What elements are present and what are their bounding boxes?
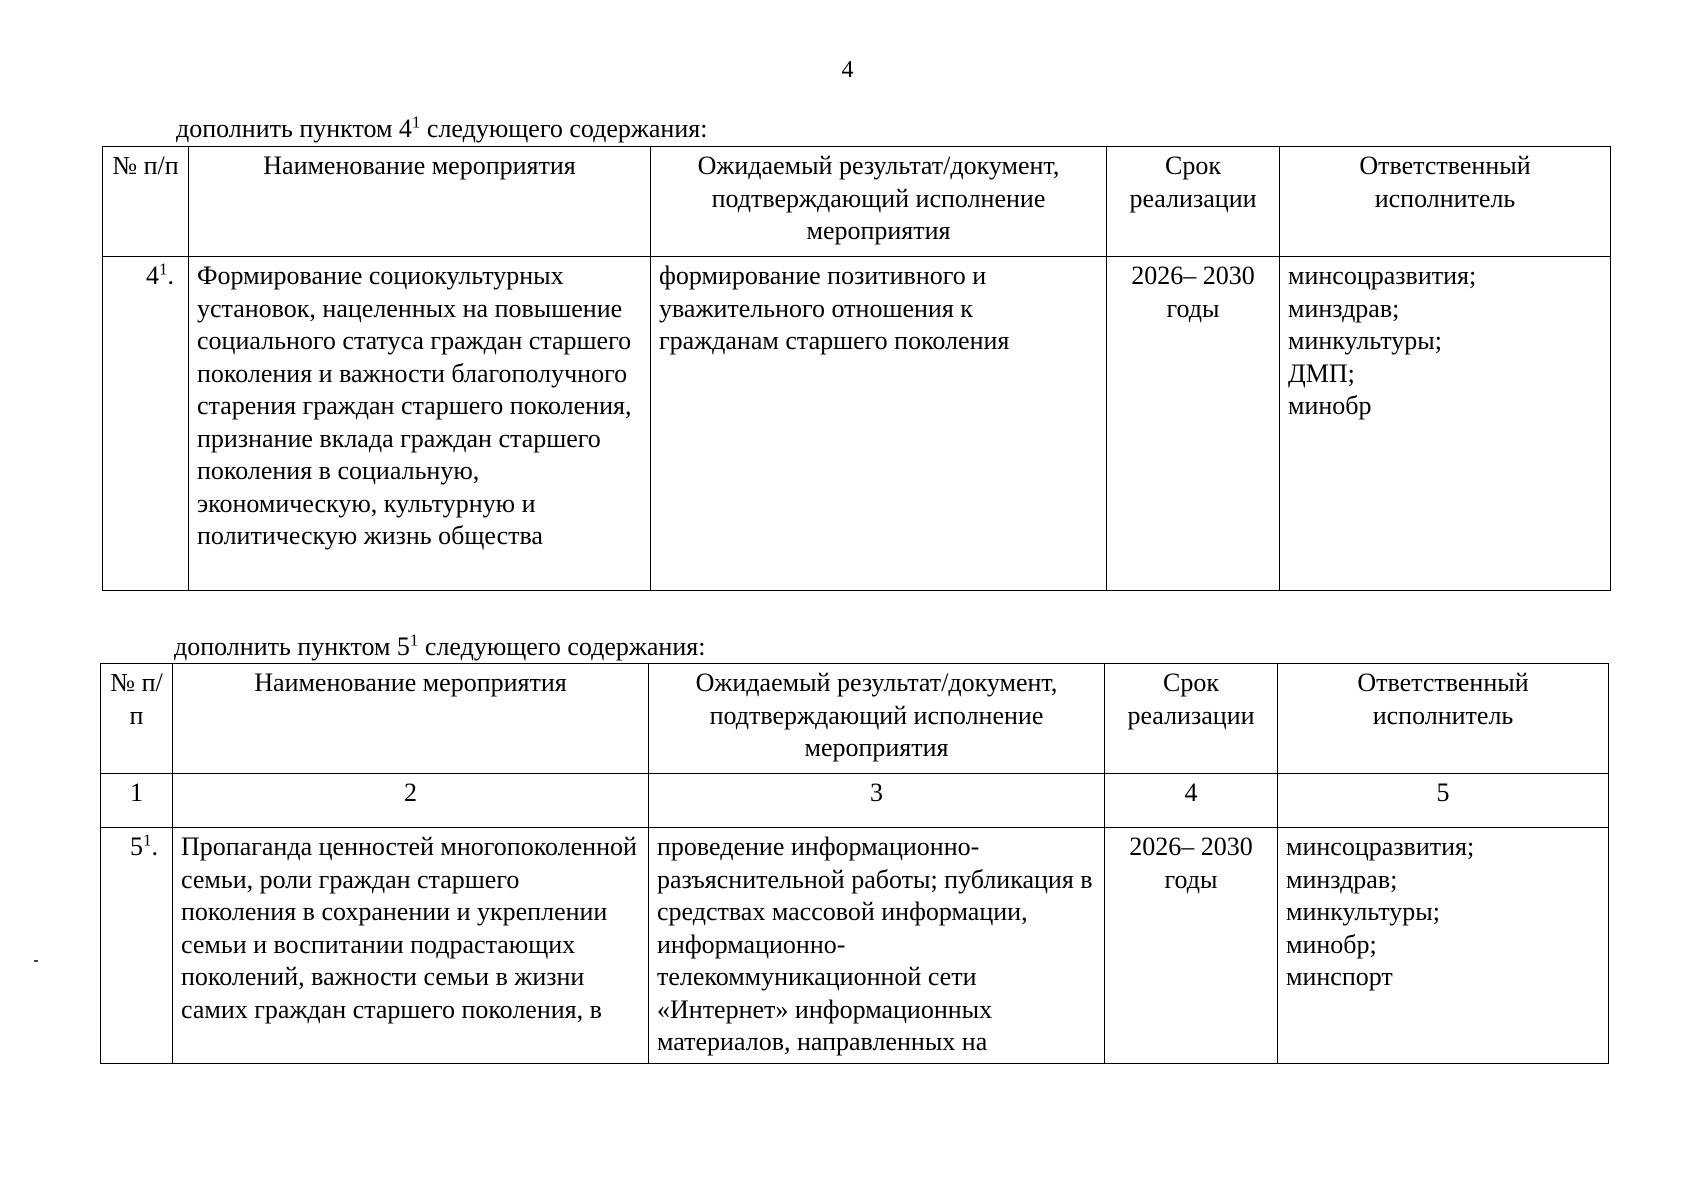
row-responsible bbox=[1280, 257, 1611, 591]
header-result: Ожидаемый результат/документ, подтверждающий исполнение мероприятия bbox=[651, 147, 1107, 257]
responsible-item: минсоцразвития; bbox=[1288, 261, 1477, 290]
table-header-row bbox=[101, 664, 1609, 774]
responsible-item: ДМП; bbox=[1288, 358, 1355, 388]
page-number: 4 bbox=[841, 57, 854, 83]
responsible-item: минобр; bbox=[1286, 929, 1377, 959]
column-number: 5 bbox=[1278, 774, 1609, 828]
column-number: 1 bbox=[101, 774, 173, 828]
responsible-item: минкультуры; bbox=[1288, 326, 1442, 355]
table-header-row bbox=[103, 147, 1611, 257]
header-name: Наименование мероприятия bbox=[189, 147, 651, 257]
row-number-sup: 1 bbox=[159, 259, 168, 279]
column-number: 2 bbox=[173, 774, 649, 828]
section1-intro-text: дополнить пунктом 4 bbox=[176, 114, 412, 143]
header-term: Срок реализации bbox=[1105, 664, 1278, 774]
column-number: 3 bbox=[649, 774, 1105, 828]
row-number-value: 5 bbox=[130, 832, 143, 861]
header-number: № п/п bbox=[103, 147, 189, 257]
header-result: Ожидаемый результат/документ, подтверждающий исполнение мероприятия bbox=[649, 664, 1105, 774]
table-item-5-1 bbox=[100, 663, 1609, 1064]
section2-intro bbox=[174, 632, 705, 662]
header-number: № п/п bbox=[101, 664, 173, 774]
row-term: 2026– 2030 годы bbox=[1107, 257, 1280, 591]
row-term: 2026– 2030 годы bbox=[1105, 828, 1278, 1064]
header-responsible: Ответственный исполнитель bbox=[1278, 664, 1609, 774]
section1-intro-tail: следующего содержания: bbox=[420, 114, 708, 143]
table-row bbox=[103, 257, 1611, 591]
header-responsible: Ответственный исполнитель bbox=[1280, 147, 1611, 257]
row-number bbox=[101, 828, 173, 1064]
responsible-item: минсоцразвития; bbox=[1286, 832, 1475, 861]
row-name: Пропаганда ценностей многопоколенной семьи, роли граждан старшего поколения в сохранении и укреплении семьи и воспитании подрастающих поколений, важности семьи в жизни самих граждан старшего поколения, в bbox=[173, 828, 649, 1064]
header-term: Срок реализации bbox=[1107, 147, 1280, 257]
header-name: Наименование мероприятия bbox=[173, 664, 649, 774]
scan-speck bbox=[34, 960, 38, 962]
section1-intro bbox=[176, 114, 707, 144]
responsible-item: минкультуры; bbox=[1286, 897, 1440, 926]
row-number bbox=[103, 257, 189, 591]
row-result: формирование позитивного и уважительного отношения к гражданам старшего поколения bbox=[651, 257, 1107, 591]
section2-intro-tail: следующего содержания: bbox=[418, 632, 706, 661]
table-row bbox=[101, 828, 1609, 1064]
section1-intro-sup: 1 bbox=[411, 112, 421, 132]
column-number: 4 bbox=[1105, 774, 1278, 828]
responsible-item: минздрав; bbox=[1288, 293, 1400, 323]
row-name: Формирование социокультурных установок, нацеленных на повышение социального статуса граждан старшего поколения и важности благополучного старения граждан старшего поколения, признание вклада граждан старшего поколения в социальную, экономическую, культурную и политическую жизнь общества bbox=[189, 257, 651, 591]
responsible-item: минспорт bbox=[1286, 962, 1393, 991]
responsible-item: минобр bbox=[1288, 391, 1372, 420]
row-result: проведение информационно-разъяснительной работы; публикация в средствах массовой информации, информационно-телекоммуникационной сети «Интернет» информационных материалов, направленных на bbox=[649, 828, 1105, 1064]
section2-intro-sup: 1 bbox=[409, 630, 419, 650]
section2-intro-text: дополнить пунктом 5 bbox=[174, 632, 410, 661]
row-number-suffix: . bbox=[151, 832, 158, 861]
table-item-4-1 bbox=[102, 146, 1611, 591]
row-responsible bbox=[1278, 828, 1609, 1064]
row-number-suffix: . bbox=[167, 261, 174, 290]
row-number-value: 4 bbox=[146, 261, 159, 290]
responsible-item: минздрав; bbox=[1286, 864, 1398, 894]
row-number-sup: 1 bbox=[143, 830, 152, 850]
column-number-row bbox=[101, 774, 1609, 828]
